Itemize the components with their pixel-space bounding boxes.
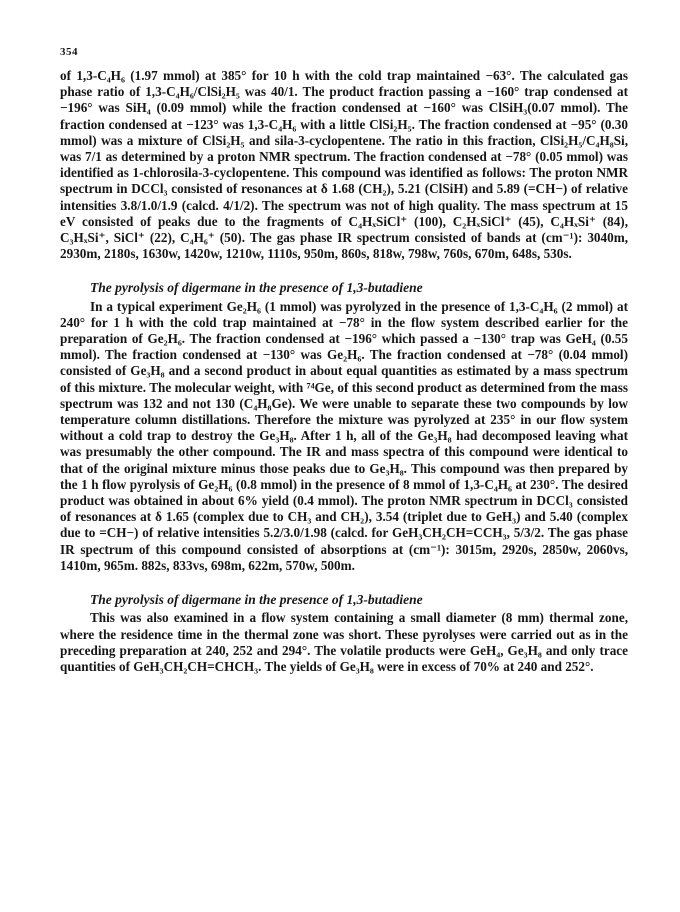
page-number: 354 [60, 46, 78, 58]
section-2-paragraph: This was also examined in a flow system containing a small diameter (8 mm) thermal zone, where the residence time in the thermal zone was short. These pyrolyses were carried out as in the preceding preparation at 240, 252 and 294°. The volatile products were GeH₄, Ge₃H₈ and only trace quantities of GeH₃CH₂CH=CHCH₃. The yields of Ge₃H₈ were in excess of 70% at 240 and 252°. [60, 610, 628, 674]
section-heading-1: The pyrolysis of digermane in the presence of 1,3-butadiene [90, 280, 423, 296]
document-body [60, 68, 628, 675]
intro-paragraph: of 1,3-C₄H₆ (1.97 mmol) at 385° for 10 h with the cold trap maintained −63°. The calculated gas phase ratio of 1,3-C₄H₆/ClSi₂H₅ was 40/1. The product fraction passing a −160° trap condensed at −196° was SiH₄ (0.09 mmol) while the fraction condensed at −160° was ClSiH₃(0.07 mmol). The fraction condensed at −123° was 1,3-C₄H₆ with a little ClSi₂H₅. The fraction condensed at −95° (0.30 mmol) was a mixture of ClSi₂H₅ and sila-3-cyclopentene. The ratio in this fraction, ClSi₂H₅/C₄H₈Si, was 7/1 as determined by a proton NMR spectrum. The fraction condensed at −78° (0.05 mmol) was identified as 1-chlorosila-3-cyclopentene. This compound was identified as follows: The proton NMR spectrum in DCCl₃ consisted of resonances at δ 1.68 (CH₂), 5.21 (ClSiH) and 5.89 (=CH−) of relative intensities 3.8/1.0/1.9 (calcd. 4/1/2). The spectrum was not of high quality. The mass spectrum at 15 eV consisted of peaks due to the fragments of C₄HₓSiCl⁺ (100), C₂HₓSiCl⁺ (45), C₄HₓSi⁺ (84), C₃HₓSi⁺, SiCl⁺ (22), C₄H₆⁺ (50). The gas phase IR spectrum consisted of bands at (cm⁻¹): 3040m, 2930m, 2180s, 1630w, 1420w, 1210w, 1110s, 950m, 860s, 818w, 798w, 760s, 670m, 648s, 530s. [60, 68, 628, 262]
section-heading-2: The pyrolysis of digermane in the presence of 1,3-butadiene [90, 592, 423, 608]
section-1-paragraph: In a typical experiment Ge₂H₆ (1 mmol) was pyrolyzed in the presence of 1,3-C₄H₆ (2 mmol) at 240° for 1 h with the cold trap maintained at −78° in the flow system described earlier for the preparation of Ge₂H₆. The fraction condensed at −196° which passed a −130° trap was GeH₄ (0.55 mmol). The fraction condensed at −130° was Ge₂H₆. The fraction condensed at −78° (0.04 mmol) consisted of Ge₃H₈ and a second product in about equal quantities as estimated by a mass spectrum of this mixture. The molecular weight, with ⁷⁴Ge, of this second product as determined from the mass spectrum was 132 and not 130 (C₄H₈Ge). We were unable to separate these two compounds by low temperature column distillations. Therefore the mixture was pyrolyzed at 235° in our flow system without a cold trap to destroy the Ge₃H₈. After 1 h, all of the Ge₃H₈ had decomposed leaving what was presumably the other compound. The IR and mass spectra of this compound were identical to that of the original mixture minus those peaks due to Ge₃H₈. This compound was then prepared by the 1 h flow pyrolysis of Ge₂H₆ (0.8 mmol) in the presence of 8 mmol of 1,3-C₄H₆ at 230°. The desired product was obtained in about 6% yield (0.4 mmol). The proton NMR spectrum in DCCl₃ consisted of resonances at δ 1.65 (complex due to CH₃ and CH₂), 3.54 (triplet due to GeH₃) and 5.40 (complex due to =CH−) of relative intensities 5.2/3.0/1.98 (calcd. for GeH₃CH₂CH=CCH₃, 5/3/2. The gas phase IR spectrum of this compound consisted of absorptions at (cm⁻¹): 3015m, 2920s, 2850w, 2060vs, 1410m, 965m. 882s, 833vs, 698m, 622m, 570w, 500m. [60, 298, 628, 573]
